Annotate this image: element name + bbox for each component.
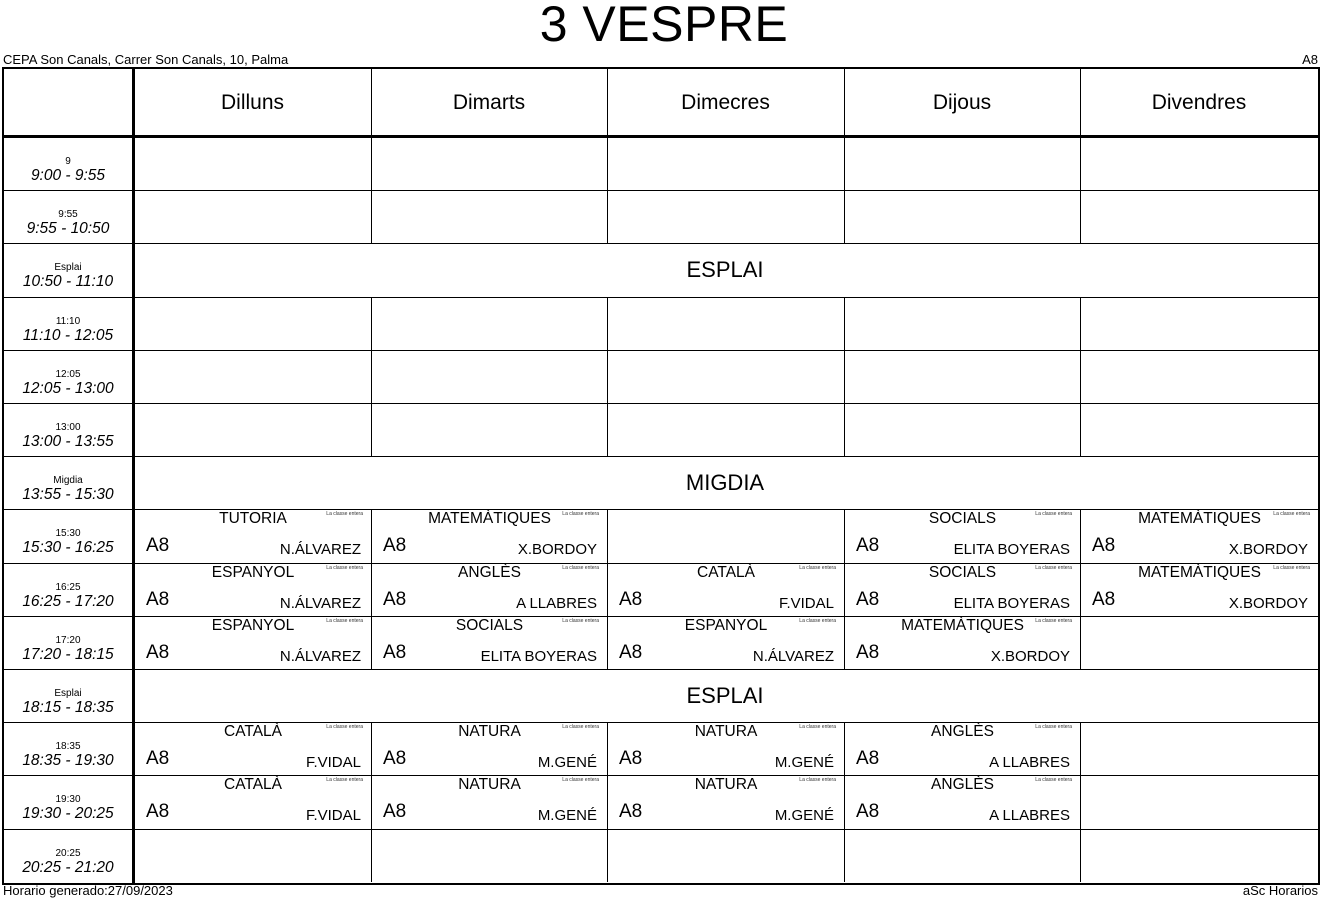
break-label: ESPLAI: [686, 257, 764, 283]
lesson-room: A8: [383, 748, 407, 770]
lesson-room: A8: [619, 801, 643, 823]
lesson-subject: ESPANYOL: [684, 616, 768, 634]
period-label: [4, 422, 132, 450]
lesson-subject: CATALÀ: [697, 563, 755, 581]
period-label: [4, 209, 132, 237]
column-divider: [1080, 722, 1081, 775]
lesson-subject: ESPANYOL: [211, 616, 295, 634]
column-divider: [607, 403, 608, 456]
lesson-teacher: M.GENÉ: [537, 754, 597, 772]
lesson-subject: ESPANYOL: [211, 563, 295, 581]
lesson-teacher: A LLABRES: [989, 754, 1070, 772]
lesson-group-note: La classe entera: [1273, 511, 1310, 518]
lesson-room: A8: [856, 748, 880, 770]
lesson-cell[interactable]: [372, 617, 607, 669]
row-divider: [2, 297, 1318, 298]
period-short-label: 19:30: [55, 794, 81, 806]
lesson-group-note: La classe entera: [326, 777, 363, 784]
period-time-range: 12:05 - 13:00: [22, 379, 114, 397]
lesson-room: A8: [146, 588, 170, 610]
column-divider: [607, 67, 608, 137]
period-label: [4, 369, 132, 397]
lesson-room: A8: [383, 801, 407, 823]
period-time-range: 20:25 - 21:20: [22, 858, 114, 876]
row-divider: [2, 190, 1318, 191]
lesson-group-note: La classe entera: [562, 777, 599, 784]
lesson-subject: NATURA: [458, 776, 521, 794]
lesson-room: A8: [1092, 588, 1116, 610]
lesson-room: A8: [856, 801, 880, 823]
lesson-teacher: F.VIDAL: [305, 754, 361, 772]
lesson-group-note: La classe entera: [1035, 511, 1072, 518]
period-short-label: 12:05: [55, 368, 81, 380]
column-divider: [607, 829, 608, 882]
lesson-cell[interactable]: [608, 723, 844, 775]
period-label: [4, 848, 132, 876]
column-divider: [844, 829, 845, 882]
lesson-cell[interactable]: [845, 776, 1080, 828]
period-short-label: 20:25: [55, 847, 81, 859]
lesson-subject: SOCIALS: [455, 616, 524, 634]
lesson-subject: ANGLÈS: [458, 563, 521, 581]
lesson-subject: MATEMÀTIQUES: [1138, 563, 1261, 581]
lesson-group-note: La classe entera: [562, 564, 599, 571]
lesson-teacher: N.ÁLVAREZ: [279, 647, 361, 665]
row-divider: [2, 829, 1318, 830]
period-short-label: 9:55: [58, 209, 78, 221]
lesson-cell[interactable]: [135, 617, 371, 669]
period-label: [4, 688, 132, 716]
lesson-group-note: La classe entera: [562, 617, 599, 624]
column-divider: [844, 67, 845, 137]
lesson-subject: CATALÀ: [224, 723, 282, 741]
column-divider: [371, 403, 372, 456]
column-divider: [1080, 775, 1081, 828]
column-divider: [1080, 297, 1081, 350]
lesson-room: A8: [619, 748, 643, 770]
lesson-subject: ANGLÈS: [931, 723, 994, 741]
column-divider: [1080, 137, 1081, 190]
lesson-teacher: ELITA BOYERAS: [953, 541, 1070, 559]
lesson-subject: SOCIALS: [928, 510, 997, 528]
lesson-room: A8: [856, 641, 880, 663]
lesson-teacher: ELITA BOYERAS: [480, 647, 597, 665]
column-divider: [607, 350, 608, 403]
lesson-group-note: La classe entera: [326, 511, 363, 518]
lesson-group-note: La classe entera: [326, 724, 363, 731]
lesson-room: A8: [856, 588, 880, 610]
lesson-teacher: X.BORDOY: [1228, 541, 1308, 559]
column-divider: [607, 190, 608, 243]
day-header: Dimarts: [452, 91, 526, 114]
lesson-subject: ANGLÈS: [931, 776, 994, 794]
lesson-room: A8: [856, 535, 880, 557]
lesson-cell[interactable]: [372, 510, 607, 562]
lesson-group-note: La classe entera: [326, 617, 363, 624]
lesson-subject: NATURA: [694, 723, 758, 741]
lesson-teacher: A LLABRES: [516, 594, 597, 612]
lesson-cell[interactable]: [845, 510, 1080, 562]
period-short-label: 9: [65, 156, 71, 167]
period-short-label: 13:00: [55, 422, 81, 433]
period-short-label: Migdia: [53, 475, 83, 487]
lesson-group-note: La classe entera: [799, 617, 836, 624]
period-label: [4, 635, 132, 663]
period-time-range: 9:00 - 9:55: [30, 167, 106, 184]
lesson-cell[interactable]: [372, 723, 607, 775]
lesson-teacher: M.GENÉ: [774, 754, 834, 772]
period-short-label: 11:10: [55, 315, 81, 327]
lesson-room: A8: [383, 535, 407, 557]
lesson-group-note: La classe entera: [1035, 724, 1072, 731]
column-divider: [844, 137, 845, 190]
lesson-group-note: La classe entera: [562, 724, 599, 731]
lesson-subject: NATURA: [458, 723, 521, 741]
period-time-range: 16:25 - 17:20: [22, 592, 114, 610]
lesson-subject: MATEMÀTIQUES: [1138, 510, 1261, 528]
lesson-group-note: La classe entera: [799, 564, 836, 571]
lesson-group-note: La classe entera: [1035, 777, 1072, 784]
lesson-subject: TUTORIA: [219, 510, 287, 528]
day-header: Dilluns: [220, 91, 285, 114]
lesson-teacher: X.BORDOY: [517, 541, 597, 559]
period-label: [4, 475, 132, 503]
period-time-range: 18:15 - 18:35: [22, 699, 114, 716]
lesson-room: A8: [146, 641, 170, 663]
period-label: [4, 582, 132, 610]
column-divider: [607, 509, 608, 562]
lesson-teacher: N.ÁLVAREZ: [752, 647, 834, 665]
lesson-cell[interactable]: [372, 564, 607, 616]
column-divider: [607, 297, 608, 350]
lesson-room: A8: [1092, 535, 1116, 557]
lesson-group-note: La classe entera: [1273, 564, 1310, 571]
lesson-cell[interactable]: [372, 776, 607, 828]
period-label: [4, 794, 132, 822]
lesson-group-note: La classe entera: [799, 777, 836, 784]
period-time-range: 10:50 - 11:10: [22, 273, 114, 291]
generated-date: Horario generado:27/09/2023: [3, 883, 173, 898]
column-divider: [371, 350, 372, 403]
column-divider: [371, 829, 372, 882]
lesson-teacher: M.GENÉ: [774, 807, 834, 825]
lesson-group-note: La classe entera: [326, 564, 363, 571]
lesson-teacher: N.ÁLVAREZ: [279, 541, 361, 559]
period-short-label: 16:25: [55, 581, 81, 593]
lesson-teacher: M.GENÉ: [537, 807, 597, 825]
lesson-room: A8: [146, 801, 170, 823]
period-time-range: 17:20 - 18:15: [22, 645, 114, 663]
lesson-room: A8: [383, 588, 407, 610]
lesson-room: A8: [619, 588, 643, 610]
lesson-cell[interactable]: [135, 723, 371, 775]
lesson-subject: CATALÀ: [224, 776, 282, 794]
break-label: MIGDIA: [685, 470, 765, 496]
period-time-range: 9:55 - 10:50: [26, 220, 110, 238]
lesson-teacher: F.VIDAL: [778, 594, 834, 612]
lesson-cell[interactable]: [135, 776, 371, 828]
row-divider: [2, 456, 1318, 457]
period-label: [4, 741, 132, 769]
lesson-teacher: A LLABRES: [989, 807, 1070, 825]
day-header: Dimecres: [681, 91, 770, 114]
lesson-cell[interactable]: [845, 723, 1080, 775]
day-header: Divendres: [1151, 91, 1247, 114]
period-short-label: 15:30: [55, 528, 81, 540]
room-code: A8: [1302, 52, 1318, 67]
column-divider: [1080, 350, 1081, 403]
period-label: [4, 528, 132, 556]
column-divider: [371, 137, 372, 190]
column-divider: [607, 137, 608, 190]
timetable-title: 3 VESPRE: [539, 0, 789, 52]
period-label: [4, 156, 132, 184]
lesson-cell[interactable]: [608, 617, 844, 669]
lesson-group-note: La classe entera: [562, 511, 599, 518]
column-divider: [1080, 616, 1081, 669]
lesson-subject: SOCIALS: [928, 563, 997, 581]
lesson-group-note: La classe entera: [1035, 617, 1072, 624]
lesson-teacher: F.VIDAL: [305, 807, 361, 825]
lesson-cell[interactable]: [1081, 564, 1318, 616]
lesson-cell[interactable]: [135, 510, 371, 562]
row-divider: [2, 403, 1318, 404]
lesson-teacher: N.ÁLVAREZ: [279, 594, 361, 612]
column-divider: [1080, 403, 1081, 456]
lesson-group-note: La classe entera: [799, 724, 836, 731]
period-label: [4, 316, 132, 344]
column-divider: [844, 297, 845, 350]
lesson-teacher: X.BORDOY: [1228, 594, 1308, 612]
period-time-range: 11:10 - 12:05: [22, 326, 114, 344]
column-divider: [1080, 190, 1081, 243]
break-label: ESPLAI: [686, 683, 764, 708]
lesson-room: A8: [146, 748, 170, 770]
lesson-room: A8: [619, 641, 643, 663]
lesson-subject: MATEMÀTIQUES: [428, 510, 551, 528]
lesson-cell[interactable]: [135, 564, 371, 616]
school-address: CEPA Son Canals, Carrer Son Canals, 10, Palma: [3, 52, 289, 67]
period-time-range: 15:30 - 16:25: [22, 539, 114, 557]
period-short-label: 18:35: [55, 741, 81, 753]
period-time-range: 19:30 - 20:25: [22, 805, 114, 823]
lesson-cell[interactable]: [845, 617, 1080, 669]
lesson-subject: NATURA: [694, 776, 758, 794]
column-divider: [371, 190, 372, 243]
lesson-cell[interactable]: [608, 776, 844, 828]
column-divider: [1080, 829, 1081, 882]
column-divider: [844, 403, 845, 456]
period-time-range: 18:35 - 19:30: [22, 752, 114, 770]
lesson-teacher: X.BORDOY: [990, 647, 1070, 665]
lesson-teacher: ELITA BOYERAS: [953, 594, 1070, 612]
period-short-label: Esplai: [54, 688, 82, 699]
lesson-room: A8: [383, 641, 407, 663]
row-divider: [2, 243, 1318, 244]
lesson-cell[interactable]: [1081, 510, 1318, 562]
period-time-range: 13:55 - 15:30: [22, 486, 114, 504]
lesson-room: A8: [146, 535, 170, 557]
column-divider: [844, 190, 845, 243]
period-short-label: 17:20: [55, 634, 81, 646]
period-label: [4, 262, 132, 290]
column-divider: [371, 297, 372, 350]
column-divider: [371, 67, 372, 137]
row-divider: [2, 350, 1318, 351]
column-divider: [844, 350, 845, 403]
lesson-group-note: La classe entera: [1035, 564, 1072, 571]
day-header: Dijous: [932, 91, 992, 114]
period-time-range: 13:00 - 13:55: [22, 433, 114, 450]
lesson-cell[interactable]: [845, 564, 1080, 616]
generator-credit: aSc Horarios: [1242, 883, 1318, 898]
period-short-label: Esplai: [54, 262, 82, 274]
row-divider: [2, 669, 1318, 670]
lesson-cell[interactable]: [608, 564, 844, 616]
column-divider: [1080, 67, 1081, 137]
lesson-subject: MATEMÀTIQUES: [901, 616, 1024, 634]
